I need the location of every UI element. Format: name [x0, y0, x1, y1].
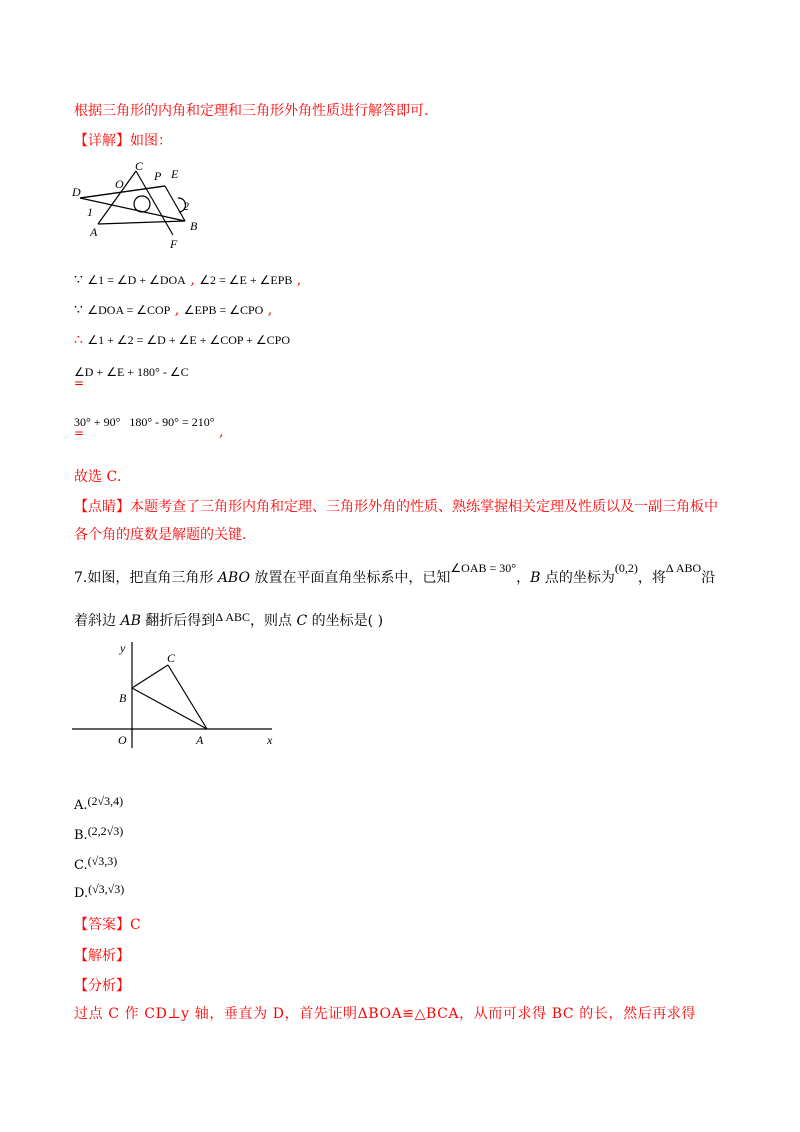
because-symbol: ∵	[74, 272, 83, 288]
option-b-label: B.	[74, 828, 88, 843]
analysis-last-line: 过点 C 作 CD⊥y 轴，垂直为 D，首先证明ΔBOA≌△BCA，从而可求得 BC 的长，然后再求得	[74, 1006, 697, 1022]
fig2-label-y: y	[120, 641, 126, 655]
q7-text-d: 点的坐标为	[540, 570, 615, 586]
fig1-label-c: C	[135, 159, 144, 173]
option-d-label: D.	[74, 886, 89, 901]
math-angle1: ∠1 = ∠D + ∠DOA	[87, 273, 186, 287]
explanation-heading: 【解析】	[74, 948, 130, 964]
step-line-4	[74, 364, 189, 380]
q7-point-b: B	[530, 570, 541, 586]
option-d[interactable]	[74, 882, 125, 901]
remark-tag: 【点睛】	[74, 499, 130, 515]
step-line-2: ∵ ∠DOA = ∠COP , ∠EPB = ∠CPO ,	[74, 302, 273, 318]
fig2-label-o: O	[118, 733, 127, 747]
q7b-text-d: 的坐标是( )	[307, 613, 384, 629]
question-7-line-2	[74, 610, 383, 630]
fig1-label-b: B	[190, 219, 198, 233]
q7b-text-c: ，则点	[250, 613, 297, 629]
option-a-label: A.	[74, 798, 88, 813]
fig2-label-b: B	[119, 691, 127, 705]
math-step5: 30° + 90° 180° - 90° = 210°	[74, 415, 215, 429]
option-b[interactable]	[74, 824, 124, 843]
q7b-text-b: 翻折后得到	[140, 613, 216, 629]
triangle-figure-1	[70, 158, 220, 250]
option-c[interactable]	[74, 854, 118, 873]
detail-tag: 【详解】	[74, 133, 130, 149]
remark-line	[74, 496, 718, 516]
q7b-point-c: C	[296, 613, 308, 629]
q7-text-a: 7.如图，把直角三角形	[74, 570, 218, 586]
because-symbol-2: ∵	[74, 302, 83, 318]
option-c-value: (√3,3)	[87, 854, 118, 868]
answer-line: 【答案】C	[74, 917, 141, 933]
fig1-label-f: F	[170, 237, 178, 250]
q7b-triangle: Δ ABC	[215, 610, 251, 624]
step-line-1: ∵ ∠1 = ∠D + ∠DOA , ∠2 = ∠E + ∠EPB ,	[74, 272, 302, 288]
therefore-symbol: ∴	[74, 332, 83, 348]
math-angle2: ∠2 = ∠E + ∠EPB	[199, 273, 293, 287]
q7b-text-a: 着斜边	[74, 613, 121, 629]
q7-text-e: ，将	[637, 570, 666, 586]
q7-text-f: 沿	[701, 570, 716, 586]
q7-angle: ∠OAB = 30°	[450, 561, 517, 575]
step-line-5: 30° + 90° 180° - 90° = 210° ,	[74, 415, 224, 440]
q7-text-b: 放置在平面直角坐标系中，已知	[249, 570, 451, 586]
option-d-value: (√3,√3)	[88, 882, 125, 896]
math-sum: ∠1 + ∠2 = ∠D + ∠E + ∠COP + ∠CPO	[87, 333, 290, 347]
remark-line-2: 各个角的度数是解题的关键.	[74, 527, 247, 543]
math-epb: ∠EPB = ∠CPO	[183, 303, 264, 317]
fig2-label-x: x	[267, 733, 273, 747]
fig1-label-1: 1	[87, 205, 93, 219]
analysis-text: 根据三角形的内角和定理和三角形外角性质进行解答即可.	[74, 103, 429, 119]
detail-text: 如图：	[130, 133, 172, 149]
fig1-label-p: P	[154, 169, 162, 183]
choose-answer: 故选 C．	[74, 469, 132, 485]
fig1-label-d: D	[72, 185, 81, 199]
option-c-label: C.	[74, 858, 88, 873]
q7-abo: ABO	[217, 570, 250, 586]
fig2-label-c: C	[167, 651, 176, 665]
q7b-ab: AB	[120, 613, 141, 629]
option-a[interactable]	[74, 794, 124, 813]
q7-triangle: Δ ABO	[665, 561, 702, 575]
math-dao: ∠DOA = ∠COP	[87, 303, 171, 317]
remark-text: 本题考查了三角形内角和定理、三角形外角的性质、熟练掌握相关定理及性质以及一副三角板中	[130, 499, 718, 515]
question-7-line-1	[74, 561, 716, 587]
detail-heading	[74, 130, 172, 150]
analysis-heading: 【分析】	[74, 978, 130, 994]
fig1-label-e: E	[171, 167, 179, 181]
option-a-value: (2√3,4)	[87, 794, 124, 808]
step-line-3	[74, 332, 290, 348]
fig1-label-2: 2	[183, 199, 189, 213]
equals-sign-1: =	[74, 376, 85, 390]
fig2-label-a: A	[196, 733, 204, 747]
q7-text-c: ，	[516, 570, 531, 586]
fig1-label-a: A	[90, 225, 98, 239]
option-b-value: (2,2√3)	[87, 824, 124, 838]
math-step4: ∠D + ∠E + 180° - ∠C	[74, 365, 189, 379]
coordinate-figure	[72, 640, 282, 750]
equals-sign-2: =	[74, 426, 85, 440]
fig1-label-o: O	[115, 177, 124, 191]
q7-coord: (0,2)	[614, 561, 638, 575]
